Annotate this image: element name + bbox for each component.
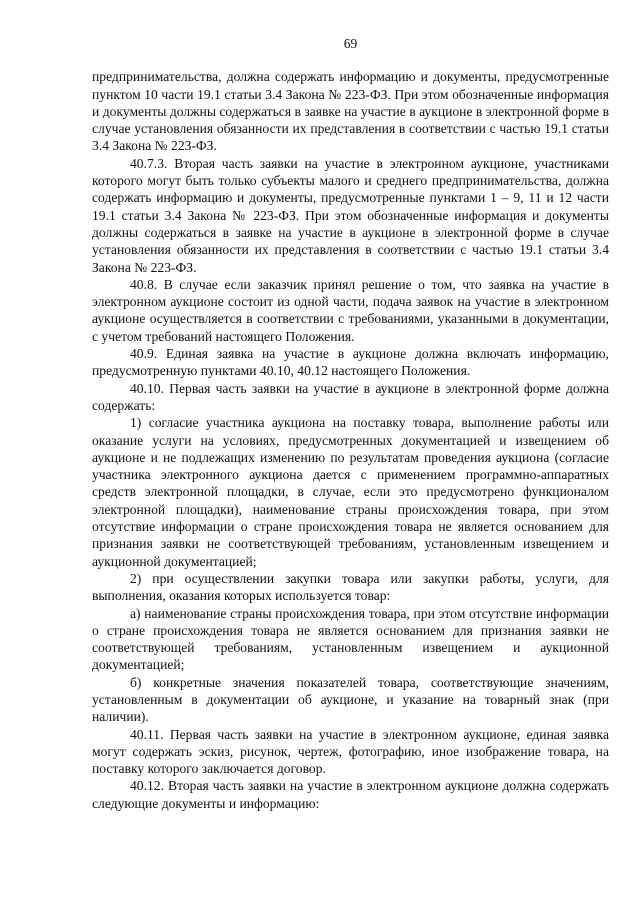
paragraph-40-12: 40.12. Вторая часть заявки на участие в электронном аукционе должна содержать следующие документы и информацию: bbox=[92, 778, 609, 811]
list-item-1: 1) согласие участника аукциона на поставку товара, выполнение работы или оказание услуги на условиях, предусмотренных документацией и извещением об аукционе и не подлежащих изменению по результатам проведения аукциона (согласие участника электронного аукциона дается с применением программно-аппаратных средств электронной площадки, в случае, если это предусмотрено функционалом электронной площадки), наименование страны происхождения товара, при этом отсутствие информации о стране происхождения товара не является основанием для признания заявки не соответствующей требованиям, установленным извещением и аукционной документацией; bbox=[92, 415, 609, 569]
paragraph-40-8: 40.8. В случае если заказчик принял решение о том, что заявка на участие в электронном аукционе состоит из одной части, подача заявок на участие в электронном аукционе осуществляется в соответствии с требованиями, указанными в документации, с учетом требований настоящего Положения. bbox=[92, 276, 609, 344]
paragraph-40-7-3: 40.7.3. Вторая часть заявки на участие в электронном аукционе, участниками которого могут быть только субъекты малого и среднего предпринимательства, должна содержать информацию и документы, предусмотренные пунктами 1 – 9, 11 и 12 части 19.1 статьи 3.4 Закона № 223-ФЗ. При этом обозначенные информация и документы должны содержаться в заявке на участие в аукционе в электронной форме в случае установления обязанности их представления в соответствии с частью 19.1 статьи 3.4 Закона № 223-ФЗ. bbox=[92, 155, 609, 275]
paragraph-40-11: 40.11. Первая часть заявки на участие в электронном аукционе, единая заявка могут содержать эскиз, рисунок, чертеж, фотографию, иное изображение товара, на поставку которого заключается договор. bbox=[92, 726, 609, 777]
list-item-2a: а) наименование страны происхождения товара, при этом отсутствие информации о стране происхождения товара не является основанием для признания заявки не соответствующей требованиям, установленным извещением и аукционной документацией; bbox=[92, 605, 609, 673]
paragraph-40-10: 40.10. Первая часть заявки на участие в аукционе в электронной форме должна содержать: bbox=[92, 380, 609, 413]
list-item-2b: б) конкретные значения показателей товара, соответствующие значениям, установленным в документации об аукционе, и указание на товарный знак (при наличии). bbox=[92, 674, 609, 725]
list-item-2: 2) при осуществлении закупки товара или закупки работы, услуги, для выполнения, оказания которых используется товар: bbox=[92, 570, 609, 604]
paragraph-40-9: 40.9. Единая заявка на участие в аукционе должна включать информацию, предусмотренную пунктами 40.10, 40.12 настоящего Положения. bbox=[92, 346, 609, 379]
paragraph-continuation: предпринимательства, должна содержать информацию и документы, предусмотренные пунктом 10 части 19.1 статьи 3.4 Закона № 223-ФЗ. При этом обозначенные информация и документы должны содержаться в заявке на участие в аукционе в электронной форме в случае установления обязанности их представления в соответствии с частью 19.1 статьи 3.4 Закона № 223-ФЗ. bbox=[92, 69, 609, 154]
page-number: 69 bbox=[343, 36, 358, 51]
